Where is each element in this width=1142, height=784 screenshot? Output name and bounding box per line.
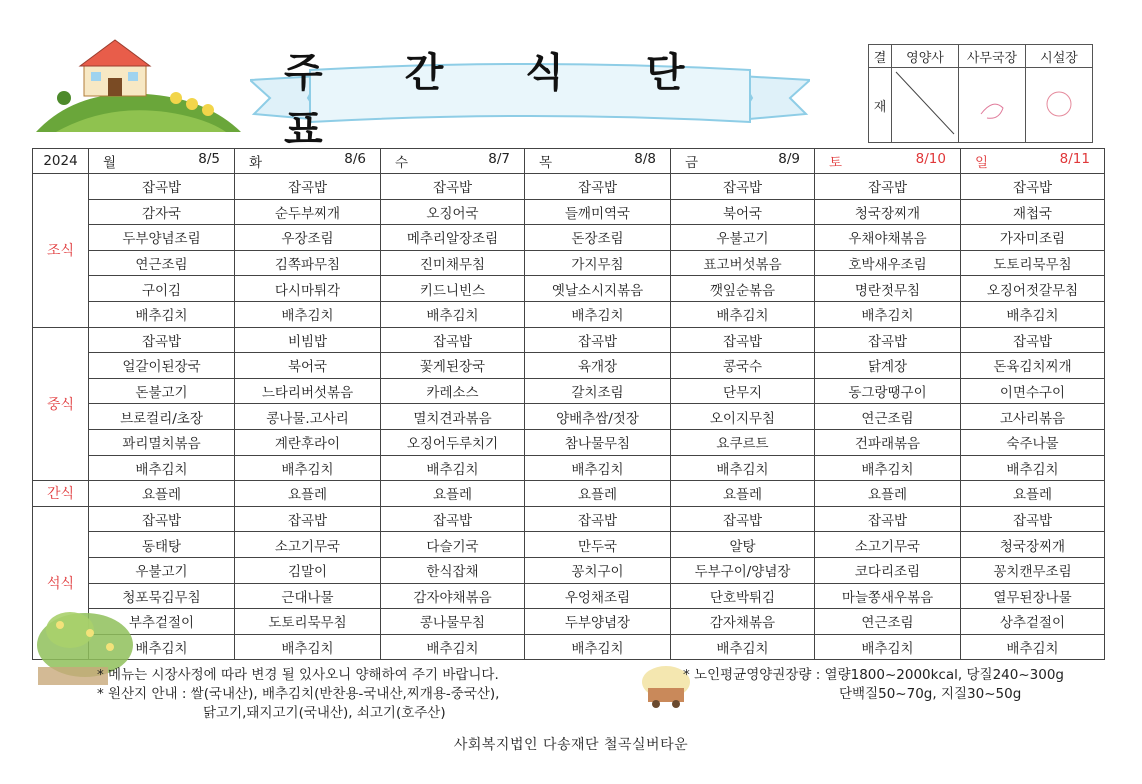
day-date: 8/5 — [198, 151, 220, 167]
menu-body — [33, 174, 1105, 660]
menu-item: 우불고기 — [671, 225, 815, 251]
meal-label: 석식 — [33, 506, 89, 660]
menu-item: 갈치조림 — [525, 378, 671, 404]
menu-item: 배추김치 — [235, 455, 381, 481]
menu-item: 가자미조림 — [961, 225, 1105, 251]
menu-item: 비빔밥 — [235, 327, 381, 353]
menu-item: 고사리볶음 — [961, 404, 1105, 430]
menu-item: 브로컬리/초장 — [89, 404, 235, 430]
menu-item: 요플레 — [525, 481, 671, 507]
menu-item: 청국장찌개 — [961, 532, 1105, 558]
menu-item: 한식잡채 — [381, 557, 525, 583]
menu-item: 배추김치 — [89, 634, 235, 660]
menu-item: 요플레 — [671, 481, 815, 507]
menu-row — [33, 583, 1105, 609]
menu-item: 메추리알장조림 — [381, 225, 525, 251]
menu-item: 우장조림 — [235, 225, 381, 251]
menu-item: 근대나물 — [235, 583, 381, 609]
menu-item: 꽁치캔무조림 — [961, 557, 1105, 583]
menu-item: 도토리묵무침 — [961, 250, 1105, 276]
menu-item: 계란후라이 — [235, 429, 381, 455]
menu-item: 다시마튀각 — [235, 276, 381, 302]
menu-item: 요쿠르트 — [671, 429, 815, 455]
day-name: 월 — [103, 155, 117, 171]
menu-item: 우불고기 — [89, 557, 235, 583]
menu-item: 요플레 — [815, 481, 961, 507]
menu-row — [33, 225, 1105, 251]
menu-item: 배추김치 — [671, 634, 815, 660]
menu-item: 꽃게된장국 — [381, 353, 525, 379]
menu-item: 배추김치 — [381, 634, 525, 660]
menu-item: 소고기무국 — [235, 532, 381, 558]
menu-item: 잡곡밥 — [815, 506, 961, 532]
day-header-row — [33, 149, 1105, 174]
menu-item: 콩나물무침 — [381, 609, 525, 635]
menu-item: 배추김치 — [671, 301, 815, 327]
menu-item: 잡곡밥 — [671, 327, 815, 353]
menu-row — [33, 557, 1105, 583]
menu-item: 감자야채볶음 — [381, 583, 525, 609]
menu-item: 느타리버섯볶음 — [235, 378, 381, 404]
menu-item: 잡곡밥 — [815, 174, 961, 200]
day-date: 8/11 — [1059, 151, 1090, 167]
menu-item: 연근조림 — [815, 404, 961, 430]
menu-item: 배추김치 — [815, 301, 961, 327]
meal-label: 간식 — [33, 481, 89, 507]
day-name: 수 — [395, 155, 409, 171]
menu-row — [33, 404, 1105, 430]
menu-item: 잡곡밥 — [815, 327, 961, 353]
approval-box — [868, 44, 1093, 143]
menu-row — [33, 199, 1105, 225]
menu-item: 감자국 — [89, 199, 235, 225]
day-name: 목 — [539, 155, 553, 171]
menu-row — [33, 327, 1105, 353]
weekly-menu-table — [32, 148, 1105, 660]
menu-item: 돈장조림 — [525, 225, 671, 251]
approval-side-bottom — [869, 68, 892, 143]
note-nutrition: * 노인평균영양권장량 : 열량1800~2000kcal, 당질240~300g — [683, 667, 1064, 683]
menu-item: 카레소스 — [381, 378, 525, 404]
menu-item: 구이김 — [89, 276, 235, 302]
menu-row — [33, 353, 1105, 379]
menu-item: 이면수구이 — [961, 378, 1105, 404]
menu-item: 배추김치 — [235, 634, 381, 660]
menu-item: 잡곡밥 — [525, 506, 671, 532]
menu-item: 진미채무침 — [381, 250, 525, 276]
menu-item: 표고버섯볶음 — [671, 250, 815, 276]
menu-item: 북어국 — [671, 199, 815, 225]
menu-item: 북어국 — [235, 353, 381, 379]
menu-row — [33, 250, 1105, 276]
signature-slot-manager — [959, 68, 1026, 143]
menu-item: 요플레 — [235, 481, 381, 507]
menu-item: 오이지무침 — [671, 404, 815, 430]
menu-item: 배추김치 — [815, 455, 961, 481]
menu-row — [33, 506, 1105, 532]
note-origin-cont: 닭고기,돼지고기(국내산), 쇠고기(호주산) — [203, 705, 446, 721]
menu-item: 김말이 — [235, 557, 381, 583]
menu-item: 꽈리멸치볶음 — [89, 429, 235, 455]
signature-slot-director — [1026, 68, 1093, 143]
menu-row — [33, 429, 1105, 455]
day-header — [89, 149, 235, 174]
menu-item: 잡곡밥 — [961, 174, 1105, 200]
meal-label: 중식 — [33, 327, 89, 481]
menu-item: 잡곡밥 — [235, 506, 381, 532]
note-origin: * 원산지 안내 : 쌀(국내산), 배추김치(반찬용-국내산,찌개용-중국산), — [97, 686, 500, 702]
day-date: 8/10 — [915, 151, 946, 167]
menu-item: 잡곡밥 — [381, 174, 525, 200]
menu-item: 다슬기국 — [381, 532, 525, 558]
menu-item: 얼갈이된장국 — [89, 353, 235, 379]
approval-side-bottom-label: 재 — [873, 99, 887, 115]
menu-row — [33, 634, 1105, 660]
menu-item: 재첩국 — [961, 199, 1105, 225]
day-name: 금 — [685, 155, 699, 171]
menu-item: 배추김치 — [89, 301, 235, 327]
menu-item: 배추김치 — [525, 634, 671, 660]
approval-role: 사무국장 — [959, 45, 1026, 68]
page-title: 주 간 식 단 표 — [284, 50, 719, 153]
menu-item: 잡곡밥 — [89, 174, 235, 200]
day-header — [381, 149, 525, 174]
approval-side-top: 결 — [869, 45, 892, 68]
menu-item: 우엉채조림 — [525, 583, 671, 609]
menu-item: 동그랑땡구이 — [815, 378, 961, 404]
menu-item: 오징어국 — [381, 199, 525, 225]
signature-mark-icon — [959, 68, 1025, 138]
menu-item: 참나물무침 — [525, 429, 671, 455]
menu-item: 배추김치 — [961, 455, 1105, 481]
day-header-saturday — [815, 149, 961, 174]
menu-item: 마늘쫑새우볶음 — [815, 583, 961, 609]
menu-item: 단호박튀김 — [671, 583, 815, 609]
year-cell: 2024 — [33, 149, 89, 174]
menu-item: 코다리조림 — [815, 557, 961, 583]
menu-item: 청국장찌개 — [815, 199, 961, 225]
day-header — [671, 149, 815, 174]
menu-item: 오징어젓갈무침 — [961, 276, 1105, 302]
day-name: 화 — [249, 155, 263, 171]
menu-item: 열무된장나물 — [961, 583, 1105, 609]
menu-item: 가지무침 — [525, 250, 671, 276]
menu-item: 두부양념장 — [525, 609, 671, 635]
menu-row — [33, 301, 1105, 327]
menu-item: 양배추쌈/젓장 — [525, 404, 671, 430]
menu-item: 잡곡밥 — [961, 327, 1105, 353]
menu-item: 배추김치 — [961, 634, 1105, 660]
day-name: 토 — [829, 155, 843, 171]
note-nutrition-cont: 단백질50~70g, 지질30~50g — [839, 686, 1022, 702]
menu-item: 들깨미역국 — [525, 199, 671, 225]
menu-item: 잡곡밥 — [89, 506, 235, 532]
menu-row — [33, 455, 1105, 481]
menu-item: 배추김치 — [961, 301, 1105, 327]
menu-item: 옛날소시지볶음 — [525, 276, 671, 302]
menu-item: 육개장 — [525, 353, 671, 379]
menu-item: 요플레 — [89, 481, 235, 507]
menu-item: 잡곡밥 — [381, 327, 525, 353]
menu-item: 요플레 — [961, 481, 1105, 507]
menu-row — [33, 378, 1105, 404]
menu-item: 돈불고기 — [89, 378, 235, 404]
menu-item: 잡곡밥 — [381, 506, 525, 532]
menu-item: 잡곡밥 — [89, 327, 235, 353]
approval-role: 시설장 — [1026, 45, 1093, 68]
menu-row — [33, 481, 1105, 507]
menu-item: 만두국 — [525, 532, 671, 558]
menu-item: 배추김치 — [525, 455, 671, 481]
menu-item: 호박새우조림 — [815, 250, 961, 276]
menu-row — [33, 174, 1105, 200]
signature-slot-nutritionist — [892, 68, 959, 143]
stamp-icon — [1026, 68, 1092, 138]
diagonal-line-icon — [892, 68, 958, 138]
menu-item: 도토리묵무침 — [235, 609, 381, 635]
approval-role: 영양사 — [892, 45, 959, 68]
menu-item: 소고기무국 — [815, 532, 961, 558]
day-name: 일 — [975, 155, 989, 171]
menu-row — [33, 609, 1105, 635]
menu-item: 알탕 — [671, 532, 815, 558]
menu-item: 잡곡밥 — [671, 506, 815, 532]
menu-item: 요플레 — [381, 481, 525, 507]
menu-item: 닭계장 — [815, 353, 961, 379]
house-on-hill-illustration — [36, 34, 246, 134]
menu-item: 우채야채볶음 — [815, 225, 961, 251]
notes-right — [683, 666, 1064, 704]
menu-item: 상추겉절이 — [961, 609, 1105, 635]
note-menu-change: * 메뉴는 시장사정에 따라 변경 될 있사오니 양해하여 주기 바랍니다. — [97, 667, 499, 683]
menu-item: 배추김치 — [381, 301, 525, 327]
menu-item: 돈육김치찌개 — [961, 353, 1105, 379]
menu-item: 꽁치구이 — [525, 557, 671, 583]
menu-item: 멸치견과볶음 — [381, 404, 525, 430]
menu-row — [33, 532, 1105, 558]
menu-item: 감자채볶음 — [671, 609, 815, 635]
menu-item: 깻잎순볶음 — [671, 276, 815, 302]
menu-item: 잡곡밥 — [671, 174, 815, 200]
notes-left — [97, 666, 499, 723]
menu-item: 단무지 — [671, 378, 815, 404]
menu-item: 오징어두루치기 — [381, 429, 525, 455]
day-header — [235, 149, 381, 174]
day-date: 8/6 — [344, 151, 366, 167]
day-header-sunday — [961, 149, 1105, 174]
menu-item: 배추김치 — [235, 301, 381, 327]
menu-item: 잡곡밥 — [235, 174, 381, 200]
menu-item: 잡곡밥 — [525, 174, 671, 200]
menu-item: 건파래볶음 — [815, 429, 961, 455]
menu-item: 두부구이/양념장 — [671, 557, 815, 583]
day-header — [525, 149, 671, 174]
menu-item: 배추김치 — [381, 455, 525, 481]
menu-row — [33, 276, 1105, 302]
menu-item: 배추김치 — [815, 634, 961, 660]
menu-item: 콩국수 — [671, 353, 815, 379]
menu-item: 키드니빈스 — [381, 276, 525, 302]
day-date: 8/9 — [778, 151, 800, 167]
day-date: 8/7 — [488, 151, 510, 167]
menu-item: 순두부찌개 — [235, 199, 381, 225]
menu-item: 숙주나물 — [961, 429, 1105, 455]
menu-item: 동태탕 — [89, 532, 235, 558]
menu-item: 연근조림 — [89, 250, 235, 276]
footer-organization: 사회복지법인 다송재단 철곡실버타운 — [453, 737, 689, 753]
menu-item: 명란젓무침 — [815, 276, 961, 302]
menu-item: 배추김치 — [525, 301, 671, 327]
title-banner — [250, 50, 810, 153]
menu-item: 부추겉절이 — [89, 609, 235, 635]
menu-item: 잡곡밥 — [961, 506, 1105, 532]
menu-item: 배추김치 — [671, 455, 815, 481]
menu-item: 잡곡밥 — [525, 327, 671, 353]
menu-item: 배추김치 — [89, 455, 235, 481]
menu-item: 두부양념조림 — [89, 225, 235, 251]
day-date: 8/8 — [634, 151, 656, 167]
meal-label: 조식 — [33, 174, 89, 328]
menu-item: 콩나물.고사리 — [235, 404, 381, 430]
menu-item: 청포묵김무침 — [89, 583, 235, 609]
menu-item: 연근조림 — [815, 609, 961, 635]
menu-item: 김쪽파무침 — [235, 250, 381, 276]
